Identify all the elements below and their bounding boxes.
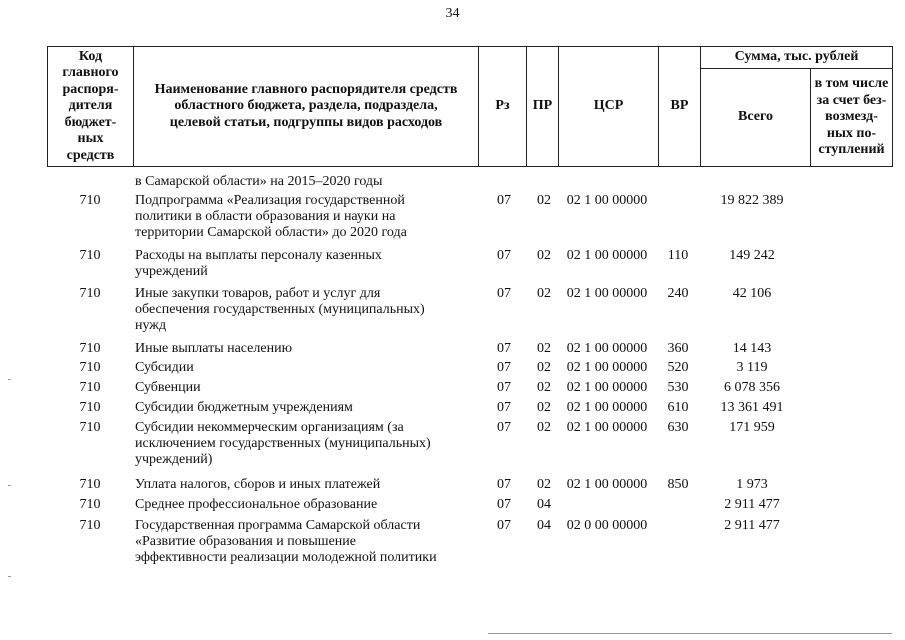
- cell-vr: 520: [667, 360, 689, 375]
- cell-csr: 02 1 00 00000: [566, 286, 648, 301]
- cell-csr: 02 1 00 00000: [566, 360, 648, 375]
- cell-rz: 07: [497, 420, 511, 435]
- cell-total: 14 143: [732, 341, 772, 356]
- cell-name: Среднее профессиональное образование: [135, 497, 378, 512]
- cell-total: 19 822 389: [720, 193, 784, 208]
- table-row-continuation: [47, 264, 892, 280]
- cell-csr: 02 1 00 00000: [566, 248, 648, 263]
- cell-pr: 04: [537, 518, 551, 533]
- margin-mark: [8, 576, 11, 577]
- margin-mark: [8, 379, 11, 380]
- margin-mark: [8, 485, 11, 486]
- table-row-continuation: [47, 318, 892, 334]
- cell-csr: 02 1 00 00000: [566, 341, 648, 356]
- cell-name: обеспечения государственных (муниципальных): [135, 302, 425, 317]
- cell-pr: 02: [537, 420, 551, 435]
- cell-code: 710: [79, 420, 101, 435]
- cell-name: Субсидии некоммерческим организациям (за: [135, 420, 404, 435]
- cell-name: нужд: [135, 318, 167, 333]
- cell-vr: 360: [667, 341, 689, 356]
- cell-name: Уплата налогов, сборов и иных платежей: [135, 477, 381, 492]
- cell-total: 171 959: [729, 420, 775, 435]
- cell-code: 710: [79, 193, 101, 208]
- table-row-continuation: [47, 225, 892, 241]
- table-row-continuation: [47, 550, 892, 566]
- table-row: [47, 497, 892, 513]
- cell-pr: 04: [537, 497, 551, 512]
- header-rz: Рз: [479, 47, 527, 167]
- cell-vr: 610: [667, 400, 689, 415]
- header-vr: ВР: [659, 47, 701, 167]
- cell-rz: 07: [497, 193, 511, 208]
- cell-code: 710: [79, 360, 101, 375]
- cell-name: эффективности реализации молодежной политики: [135, 550, 437, 565]
- cell-name: Субсидии бюджетным учреждениям: [135, 400, 353, 415]
- table-row: [47, 286, 892, 302]
- cell-name: Субсидии: [135, 360, 194, 375]
- cell-total: 1 973: [736, 477, 768, 492]
- cell-pr: 02: [537, 380, 551, 395]
- header-pr: ПР: [527, 47, 559, 167]
- cell-pr: 02: [537, 360, 551, 375]
- table-row: [47, 400, 892, 416]
- cell-rz: 07: [497, 477, 511, 492]
- cell-rz: 07: [497, 341, 511, 356]
- cell-rz: 07: [497, 380, 511, 395]
- header-code: Код главного распоря- дителя бюджет- ных средств: [48, 47, 134, 167]
- cell-code: 710: [79, 248, 101, 263]
- table-row-continuation: [47, 452, 892, 468]
- header-name: Наименование главного распорядителя средств областного бюджета, раздела, подраздела, целевой статьи, подгруппы видов расходов: [134, 47, 479, 167]
- table-row: [47, 380, 892, 396]
- table-row: [47, 193, 892, 209]
- cell-name: Подпрограмма «Реализация государственной: [135, 193, 405, 208]
- cell-code: 710: [79, 400, 101, 415]
- cell-name: учреждений): [135, 452, 213, 467]
- cell-name: Субвенции: [135, 380, 201, 395]
- cell-code: 710: [79, 477, 101, 492]
- cell-name: учреждений: [135, 264, 208, 279]
- cell-name: Государственная программа Самарской области: [135, 518, 421, 533]
- table-row-continuation: [47, 209, 892, 225]
- cell-name: в Самарской области» на 2015–2020 годы: [135, 174, 383, 189]
- cell-rz: 07: [497, 248, 511, 263]
- cell-csr: 02 1 00 00000: [566, 477, 648, 492]
- cell-vr: 530: [667, 380, 689, 395]
- cell-pr: 02: [537, 193, 551, 208]
- cell-name: исключением государственных (муниципальных): [135, 436, 431, 451]
- cell-total: 149 242: [729, 248, 775, 263]
- table-row: [47, 518, 892, 534]
- page-number: 34: [445, 6, 460, 21]
- cell-total: 13 361 491: [720, 400, 784, 415]
- cell-total: 2 911 477: [724, 518, 780, 533]
- header-csr: ЦСР: [559, 47, 659, 167]
- cell-total: 6 078 356: [724, 380, 780, 395]
- cell-name: Иные закупки товаров, работ и услуг для: [135, 286, 381, 301]
- cell-name: Иные выплаты населению: [135, 341, 293, 356]
- cell-csr: 02 1 00 00000: [566, 400, 648, 415]
- cell-rz: 07: [497, 286, 511, 301]
- cell-code: 710: [79, 497, 101, 512]
- cell-total: 2 911 477: [724, 497, 780, 512]
- cell-name: «Развитие образования и повышение: [135, 534, 356, 549]
- cell-csr: 02 0 00 00000: [566, 518, 648, 533]
- header-sum: Сумма, тыс. рублей: [701, 47, 893, 69]
- header-total: Всего: [701, 69, 811, 167]
- cell-code: 710: [79, 341, 101, 356]
- cell-rz: 07: [497, 518, 511, 533]
- cell-rz: 07: [497, 400, 511, 415]
- cell-total: 42 106: [732, 286, 772, 301]
- cell-code: 710: [79, 380, 101, 395]
- header-incl: в том числе за счет без- возмезд- ных по- ступлений: [811, 69, 893, 167]
- cell-pr: 02: [537, 477, 551, 492]
- table-row: [47, 477, 892, 493]
- cell-pr: 02: [537, 286, 551, 301]
- bottom-rule: [488, 633, 892, 634]
- cell-name: Расходы на выплаты персоналу казенных: [135, 248, 382, 263]
- table-row-continuation: [47, 534, 892, 550]
- table-row: [47, 360, 892, 376]
- cell-name: политики в области образования и науки на: [135, 209, 396, 224]
- cell-code: 710: [79, 518, 101, 533]
- cell-pr: 02: [537, 248, 551, 263]
- table-row: [47, 248, 892, 264]
- cell-code: 710: [79, 286, 101, 301]
- cell-csr: 02 1 00 00000: [566, 420, 648, 435]
- cell-total: 3 119: [736, 360, 768, 375]
- cell-rz: 07: [497, 360, 511, 375]
- table-header: [47, 46, 893, 167]
- table-row: [47, 174, 892, 190]
- cell-vr: 110: [667, 248, 689, 263]
- cell-pr: 02: [537, 341, 551, 356]
- table-row-continuation: [47, 302, 892, 318]
- cell-vr: 240: [667, 286, 689, 301]
- table-row: [47, 420, 892, 436]
- cell-name: территории Самарской области» до 2020 года: [135, 225, 407, 240]
- cell-vr: 850: [667, 477, 689, 492]
- table-row: [47, 341, 892, 357]
- cell-vr: 630: [667, 420, 689, 435]
- table-row-continuation: [47, 436, 892, 452]
- cell-pr: 02: [537, 400, 551, 415]
- cell-csr: 02 1 00 00000: [566, 193, 648, 208]
- cell-csr: 02 1 00 00000: [566, 380, 648, 395]
- cell-rz: 07: [497, 497, 511, 512]
